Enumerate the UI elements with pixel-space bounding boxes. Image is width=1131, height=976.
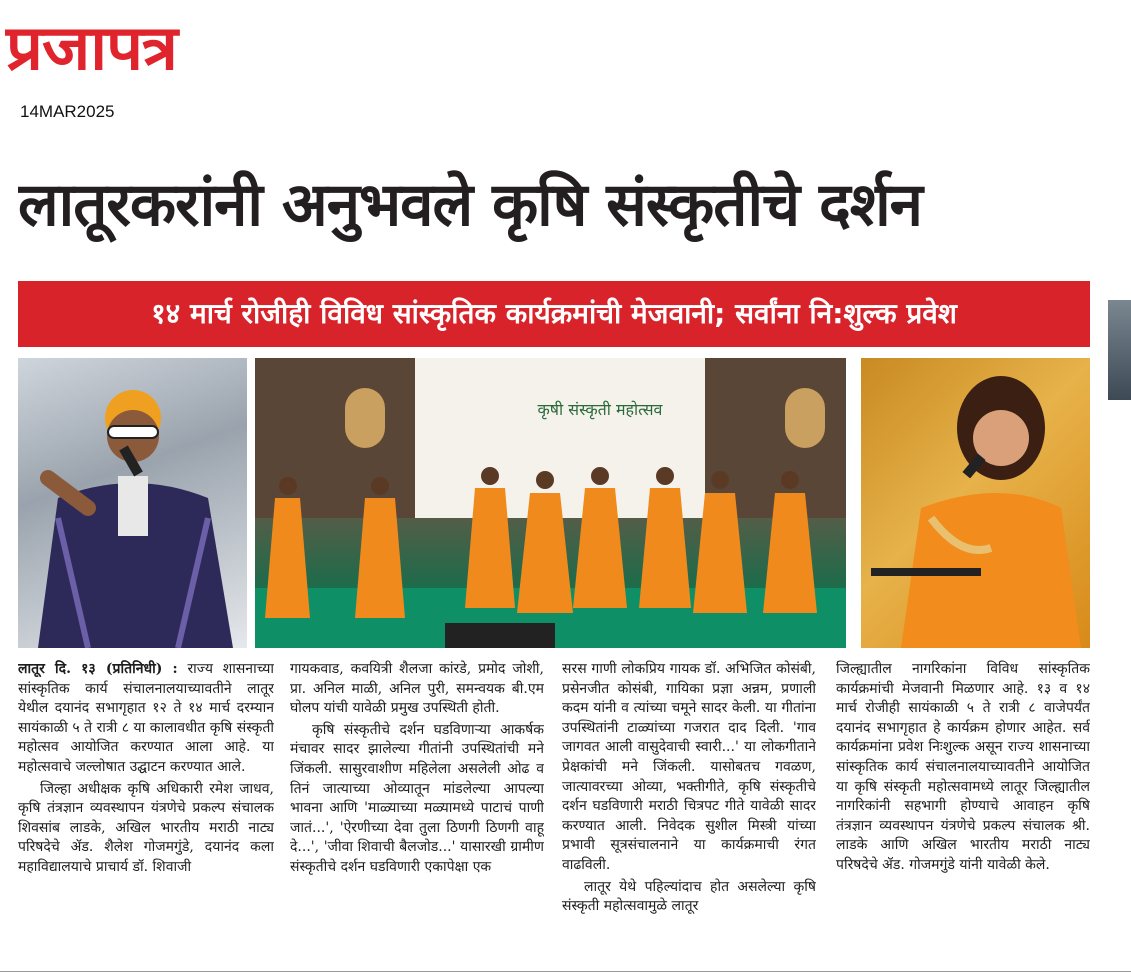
festival-banner-title: कृषी संस्कृती महोत्सव	[537, 400, 663, 419]
male-singer-illustration	[18, 358, 247, 648]
photo-female-singer	[861, 358, 1090, 648]
article-paragraph: सरस गाणी लोकप्रिय गायक डॉ. अभिजित कोसंबी, प्रसेनजीत कोसंबी, गायिका प्रज्ञा अन्नम, प्रणाली कदम यांनी व त्यांच्या चमूने सादर केली. या गीतांना उपस्थितांनी टाळ्यांच्या गजरात दाद दिली. 'गाव जागवत आली वासुदेवाची स्वारी...' या लोकगीताने प्रेक्षकांची मने जिंकली. यासोबतच गवळण, जात्यावरच्या ओव्या, भक्तीगीते, कृषि संस्कृतीचे दर्शन घडविणारी मराठी चित्रपट गीते यावेळी सादर करण्यात आली. निवेदक सुशील मिस्त्री यांच्या प्रभावी सूत्रसंचालनाने या कार्यक्रमाची रंगत वाढविली.	[562, 661, 816, 873]
photo-male-singer	[18, 358, 247, 648]
article-paragraph: लातूर येथे पहिल्यांदाच होत असलेल्या कृषि संस्कृती महोत्सवामुळे लातूर	[562, 878, 816, 915]
article-paragraph: कृषि संस्कृतीचे दर्शन घडविणाऱ्या आकर्षक मंचावर सादर झालेल्या गीतांनी उपस्थितांची मने जिंकली. सासुरवाशीण महिलेला असलेली ओढ व तिनं जात्याच्या ओव्यातून मांडलेल्या आपल्या भावना आणि 'माळ्याच्या मळ्यामध्ये पाटाचं पाणी जातं...', 'ऐरणीच्या देवा तुला ठिणगी ठिणगी वाहू दे...', 'जीवा शिवाची बैलजोड...' यासारखी ग्रामीण संस्कृतीचे दर्शन घडविणारी एकापेक्षा एक	[290, 721, 544, 875]
article-column-4	[836, 660, 1090, 960]
article-column-2	[290, 660, 544, 960]
adjacent-photo	[1108, 300, 1131, 400]
article-column-3	[562, 660, 816, 960]
article-paragraph: जिल्ह्यातील नागरिकांना विविध सांस्कृतिक कार्यक्रमांची मेजवानी मिळणार आहे. १३ व १४ मार्च रोजीही सायंकाळी ५ ते रात्री ८ वाजेपर्यंत दयानंद सभागृहात हे कार्यक्रम होणार आहेत. सर्व कार्यक्रमांना प्रवेश निःशुल्क असून राज्य शासनाच्या सांस्कृतिक कार्य संचालनालयाच्यावतीने आयोजित या कृषि संस्कृती महोत्सवामध्ये लातूर जिल्ह्यातील नागरिकांनी सहभागी होण्याचे आवाहन कृषि तंत्रज्ञान व्यवस्थापन यंत्रणेचे प्रकल्प संचालक श्री. लाडके आणि अखिल भारतीय मराठी नाट्य परिषदेचे ॲड. गोजमगुंडे यांनी यावेळी केले.	[836, 661, 1090, 873]
bottom-divider	[0, 971, 1131, 972]
article-paragraph: गायकवाड, कवयित्री शैलजा कांरडे, प्रमोद जोशी, प्रा. अनिल माळी, अनिल पुरी, समन्वयक बी.एम घोलप यांची यावेळी प्रमुख उपस्थिती होती.	[290, 661, 544, 717]
article-paragraph: जिल्हा अधीक्षक कृषि अधिकारी रमेश जाधव, कृषि तंत्रज्ञान व्यवस्थापन यंत्रणेचे प्रकल्प संचालक शिवसांब लाडके, अखिल भारतीय मराठी नाट्य परिषदेचे ॲड. शैलेश गोजमगुंडे, दयानंद कला महाविद्यालयाचे प्राचार्य डॉ. शिवाजी	[18, 780, 274, 875]
headline: लातूरकरांनी अनुभवले कृषि संस्कृतीचे दर्शन	[18, 170, 922, 240]
adjacent-article-sliver	[1104, 180, 1131, 976]
female-singer-illustration	[861, 358, 1090, 648]
edition-date: 14MAR2025	[20, 102, 115, 121]
article-text: राज्य शासनाच्या सांस्कृतिक कार्य संचालनालयाच्यावतीने लातूर येथील दयानंद सभागृहात १२ ते १४ मार्च दरम्यान सायंकाळी ५ ते रात्री ८ या कालावधीत कृषि संस्कृती महोत्सव आयोजित करण्यात आला आहे. या महोत्सवाचे जल्लोषात उद्घाटन करण्यात आले.	[18, 661, 274, 775]
masthead-name: प्रजापत्र	[6, 11, 177, 84]
article-dateline: लातूर दि. १३ (प्रतिनिधी) :	[18, 661, 178, 677]
photo-stage-dance	[255, 358, 846, 648]
article-column-1	[18, 660, 274, 960]
article-paragraph	[18, 660, 274, 778]
masthead-logo	[6, 8, 306, 88]
subheadline-bar: १४ मार्च रोजीही विविध सांस्कृतिक कार्यक्रमांची मेजवानी; सर्वांना नि:शुल्क प्रवेश	[18, 281, 1090, 347]
